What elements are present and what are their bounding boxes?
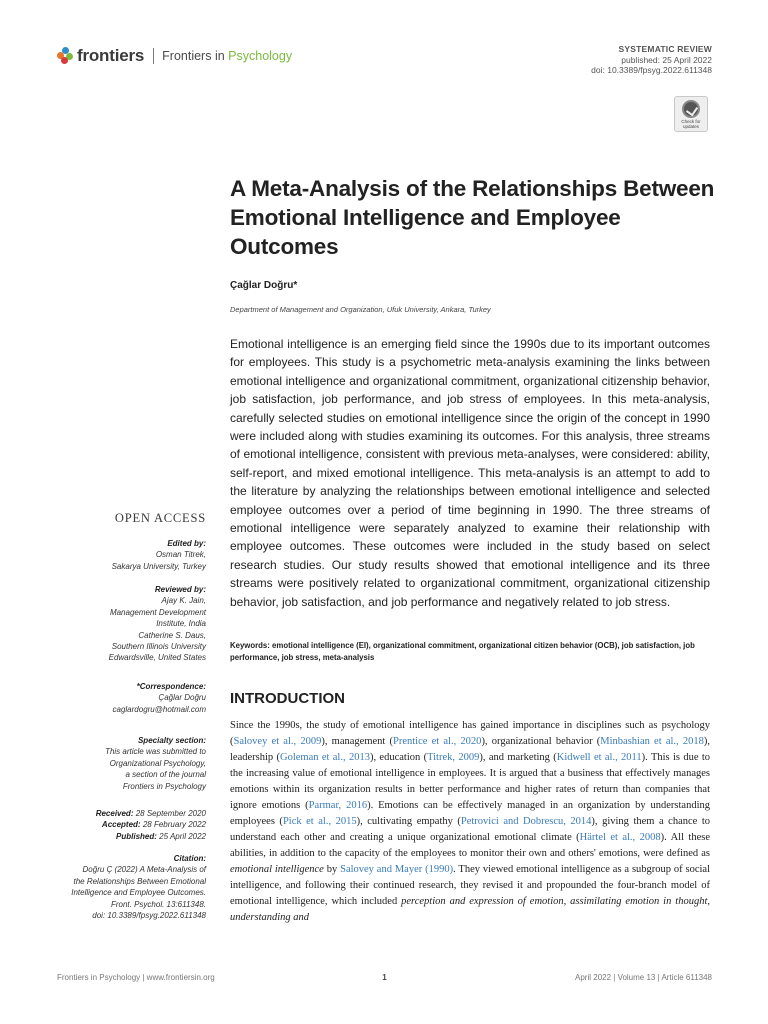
article-meta: [591, 44, 712, 76]
correspondence: [40, 681, 206, 715]
abstract: Emotional intelligence is an emerging field since the 1990s due to its important outcomes for employees. This study is a psychometric meta-analysis examining the links between emotional intelligence and organizational commitment, organizational citizenship behavior, job satisfaction, job performance, and job stress of employees. In this meta-analysis, carefully selected studies on emotional intelligence since the origin of the concept in 1990 were included along with studies examining its outcomes. For this analysis, three streams of emotional intelligence, consistent with previous meta-analyses, were considered: ability, self-report, and mixed emotional intelligence. This meta-analysis is an attempt to add to the literature by analyzing the relationships between emotional intelligence and selected employee outcomes over a period of time beginning in 1990. The three streams of emotional intelligence were separately analyzed to examine their relationship with employee outcomes. These outcomes were included in the study based on select research studies. Our study results showed that emotional intelligence and its three streams were positively related to organizational commitment, organizational citizenship behavior, job satisfaction, and job performance and negatively related to job stress.: [230, 337, 710, 609]
specialty-section: [40, 735, 206, 792]
citation: [40, 853, 206, 921]
edited-by: [40, 538, 206, 572]
author-affiliation: Department of Management and Organization, Ufuk University, Ankara, Turkey: [230, 305, 491, 314]
article-title: A Meta-Analysis of the Relationships Between Emotional Intelligence and Employee Outcomes: [230, 176, 715, 259]
citation-line: Front. Psychol. 13:611348.: [110, 899, 206, 909]
footer-journal-link[interactable]: Frontiers in Psychology | www.frontiersin.org: [57, 973, 215, 982]
article-dates: [40, 808, 206, 842]
reviewed-by-label: Reviewed by:: [154, 585, 206, 594]
published-date-sidebar: Published: 25 April 2022: [116, 831, 206, 841]
reviewed-by: [40, 584, 206, 664]
reviewer-line: Ajay K. Jain,: [161, 596, 206, 606]
specialty-line: a section of the journal: [125, 770, 206, 780]
doi[interactable]: doi: 10.3389/fpsyg.2022.611348: [591, 65, 712, 75]
keywords-label: Keywords:: [230, 641, 270, 650]
page-header: [57, 44, 712, 84]
specialty-line: Frontiers in Psychology: [122, 781, 206, 791]
check-for-updates-button[interactable]: [674, 96, 708, 132]
logo-text: frontiers: [77, 46, 145, 65]
page-number: 1: [382, 973, 387, 982]
keywords: [230, 640, 710, 664]
open-access-label: OPEN ACCESS: [114, 511, 206, 525]
emphasis-text: perception and expression of emotion, assimilating emotion in thought, understanding and: [230, 896, 710, 923]
citation-line: Doğru Ç (2022) A Meta-Analysis of: [82, 865, 206, 875]
citation-link[interactable]: Minbashian et al., 2018: [600, 736, 704, 747]
logo-divider: [153, 48, 154, 64]
emphasis-text: emotional intelligence: [230, 864, 324, 875]
citation-doi[interactable]: doi: 10.3389/fpsyg.2022.611348: [92, 911, 206, 921]
introduction-text: Since the 1990s, the study of emotional intelligence has gained importance in disciplines such as psychology (Salovey et al., 2009), management (Prentice et al., 2020), organizational behavior (Minbashian et al., 2018), leadership (Goleman et al., 2013), education (Titrek, 2009), and marketing (Kidwell et al., 2011). This is due to the increasing value of emotional intelligence in employees. It is argued that a business that effectively manages emotions within its organization results in better performance and higher rates of return than companies that ignore emotions (Parmar, 2016). Emotions can be effectively managed in an organization by understanding employees (Pick et al., 2015), cultivating empathy (Petrovici and Dobrescu, 2014), giving them a chance to understand each other and creating a unique organizational emotional climate (Härtel et al., 2008). All these abilities, in addition to the capacity of the employees to monitor their own and others' emotions, were defined as emotional intelligence by Salovey and Mayer (1990). They viewed emotional intelligence as a subgroup of social intelligence, and following their continued research, they revised it and propounded the four-branch model of emotional intelligence, which included perception and expression of emotion, assimilating emotion in thought, understanding and: [230, 720, 711, 923]
section-heading-introduction: INTRODUCTION: [230, 690, 345, 707]
correspondence-label: *Correspondence:: [136, 682, 206, 691]
author-name[interactable]: Çağlar Doğru*: [230, 280, 298, 291]
reviewer-line: Institute, India: [156, 619, 206, 629]
specialty-section-label: Specialty section:: [137, 736, 206, 745]
citation-link[interactable]: Kidwell et al., 2011: [556, 752, 642, 763]
accepted-date: Accepted: 28 February 2022: [101, 820, 206, 830]
editor-line: Osman Titrek,: [155, 550, 206, 560]
correspondence-email[interactable]: caglardogru@hotmail.com: [112, 704, 206, 714]
specialty-line: This article was submitted to: [105, 747, 206, 757]
editor-line: Sakarya University, Turkey: [111, 561, 206, 571]
citation-label: Citation:: [173, 854, 206, 863]
reviewer-line: Catherine S. Daus,: [138, 630, 206, 640]
citation-link[interactable]: Parmar, 2016: [308, 800, 368, 811]
citation-line: the Relationships Between Emotional: [73, 876, 206, 886]
citation-link[interactable]: Salovey et al., 2009: [233, 736, 322, 747]
frontiers-logo-icon: [57, 47, 73, 65]
article-type: SYSTEMATIC REVIEW: [618, 44, 712, 54]
citation-line: Intelligence and Employee Outcomes.: [71, 888, 206, 898]
citation-link[interactable]: Härtel et al., 2008: [579, 832, 661, 843]
frontiers-logo[interactable]: [57, 46, 292, 66]
reviewer-line: Southern Illinois University: [111, 642, 206, 652]
page-footer: [57, 973, 712, 987]
footer-issue-info: April 2022 | Volume 13 | Article 611348: [575, 973, 712, 982]
correspondence-name: Çağlar Doğru: [158, 693, 206, 703]
citation-link[interactable]: Prentice et al., 2020: [393, 736, 482, 747]
edited-by-label: Edited by:: [167, 539, 206, 548]
check-icon: [682, 100, 700, 118]
reviewer-line: Management Development: [109, 607, 206, 617]
reviewer-line: Edwardsville, United States: [108, 653, 206, 663]
citation-link[interactable]: Pick et al., 2015: [282, 816, 357, 827]
received-date: Received: 28 September 2020: [95, 809, 206, 818]
specialty-line: Organizational Psychology,: [109, 758, 206, 768]
check-updates-label: Check for updates: [681, 119, 701, 129]
citation-link[interactable]: Titrek, 2009: [427, 752, 480, 763]
journal-name: Frontiers in Psychology: [162, 49, 293, 63]
citation-link[interactable]: Petrovici and Dobrescu, 2014: [460, 816, 592, 827]
citation-link[interactable]: Goleman et al., 2013: [280, 752, 370, 763]
published-date: published: 25 April 2022: [621, 54, 712, 65]
keywords-values: emotional intelligence (EI), organizational commitment, organizational citizen behavior (OCB), job satisfaction, job performance, job stress, meta-analysis: [230, 641, 695, 662]
citation-link[interactable]: Salovey and Mayer (1990): [340, 864, 454, 875]
